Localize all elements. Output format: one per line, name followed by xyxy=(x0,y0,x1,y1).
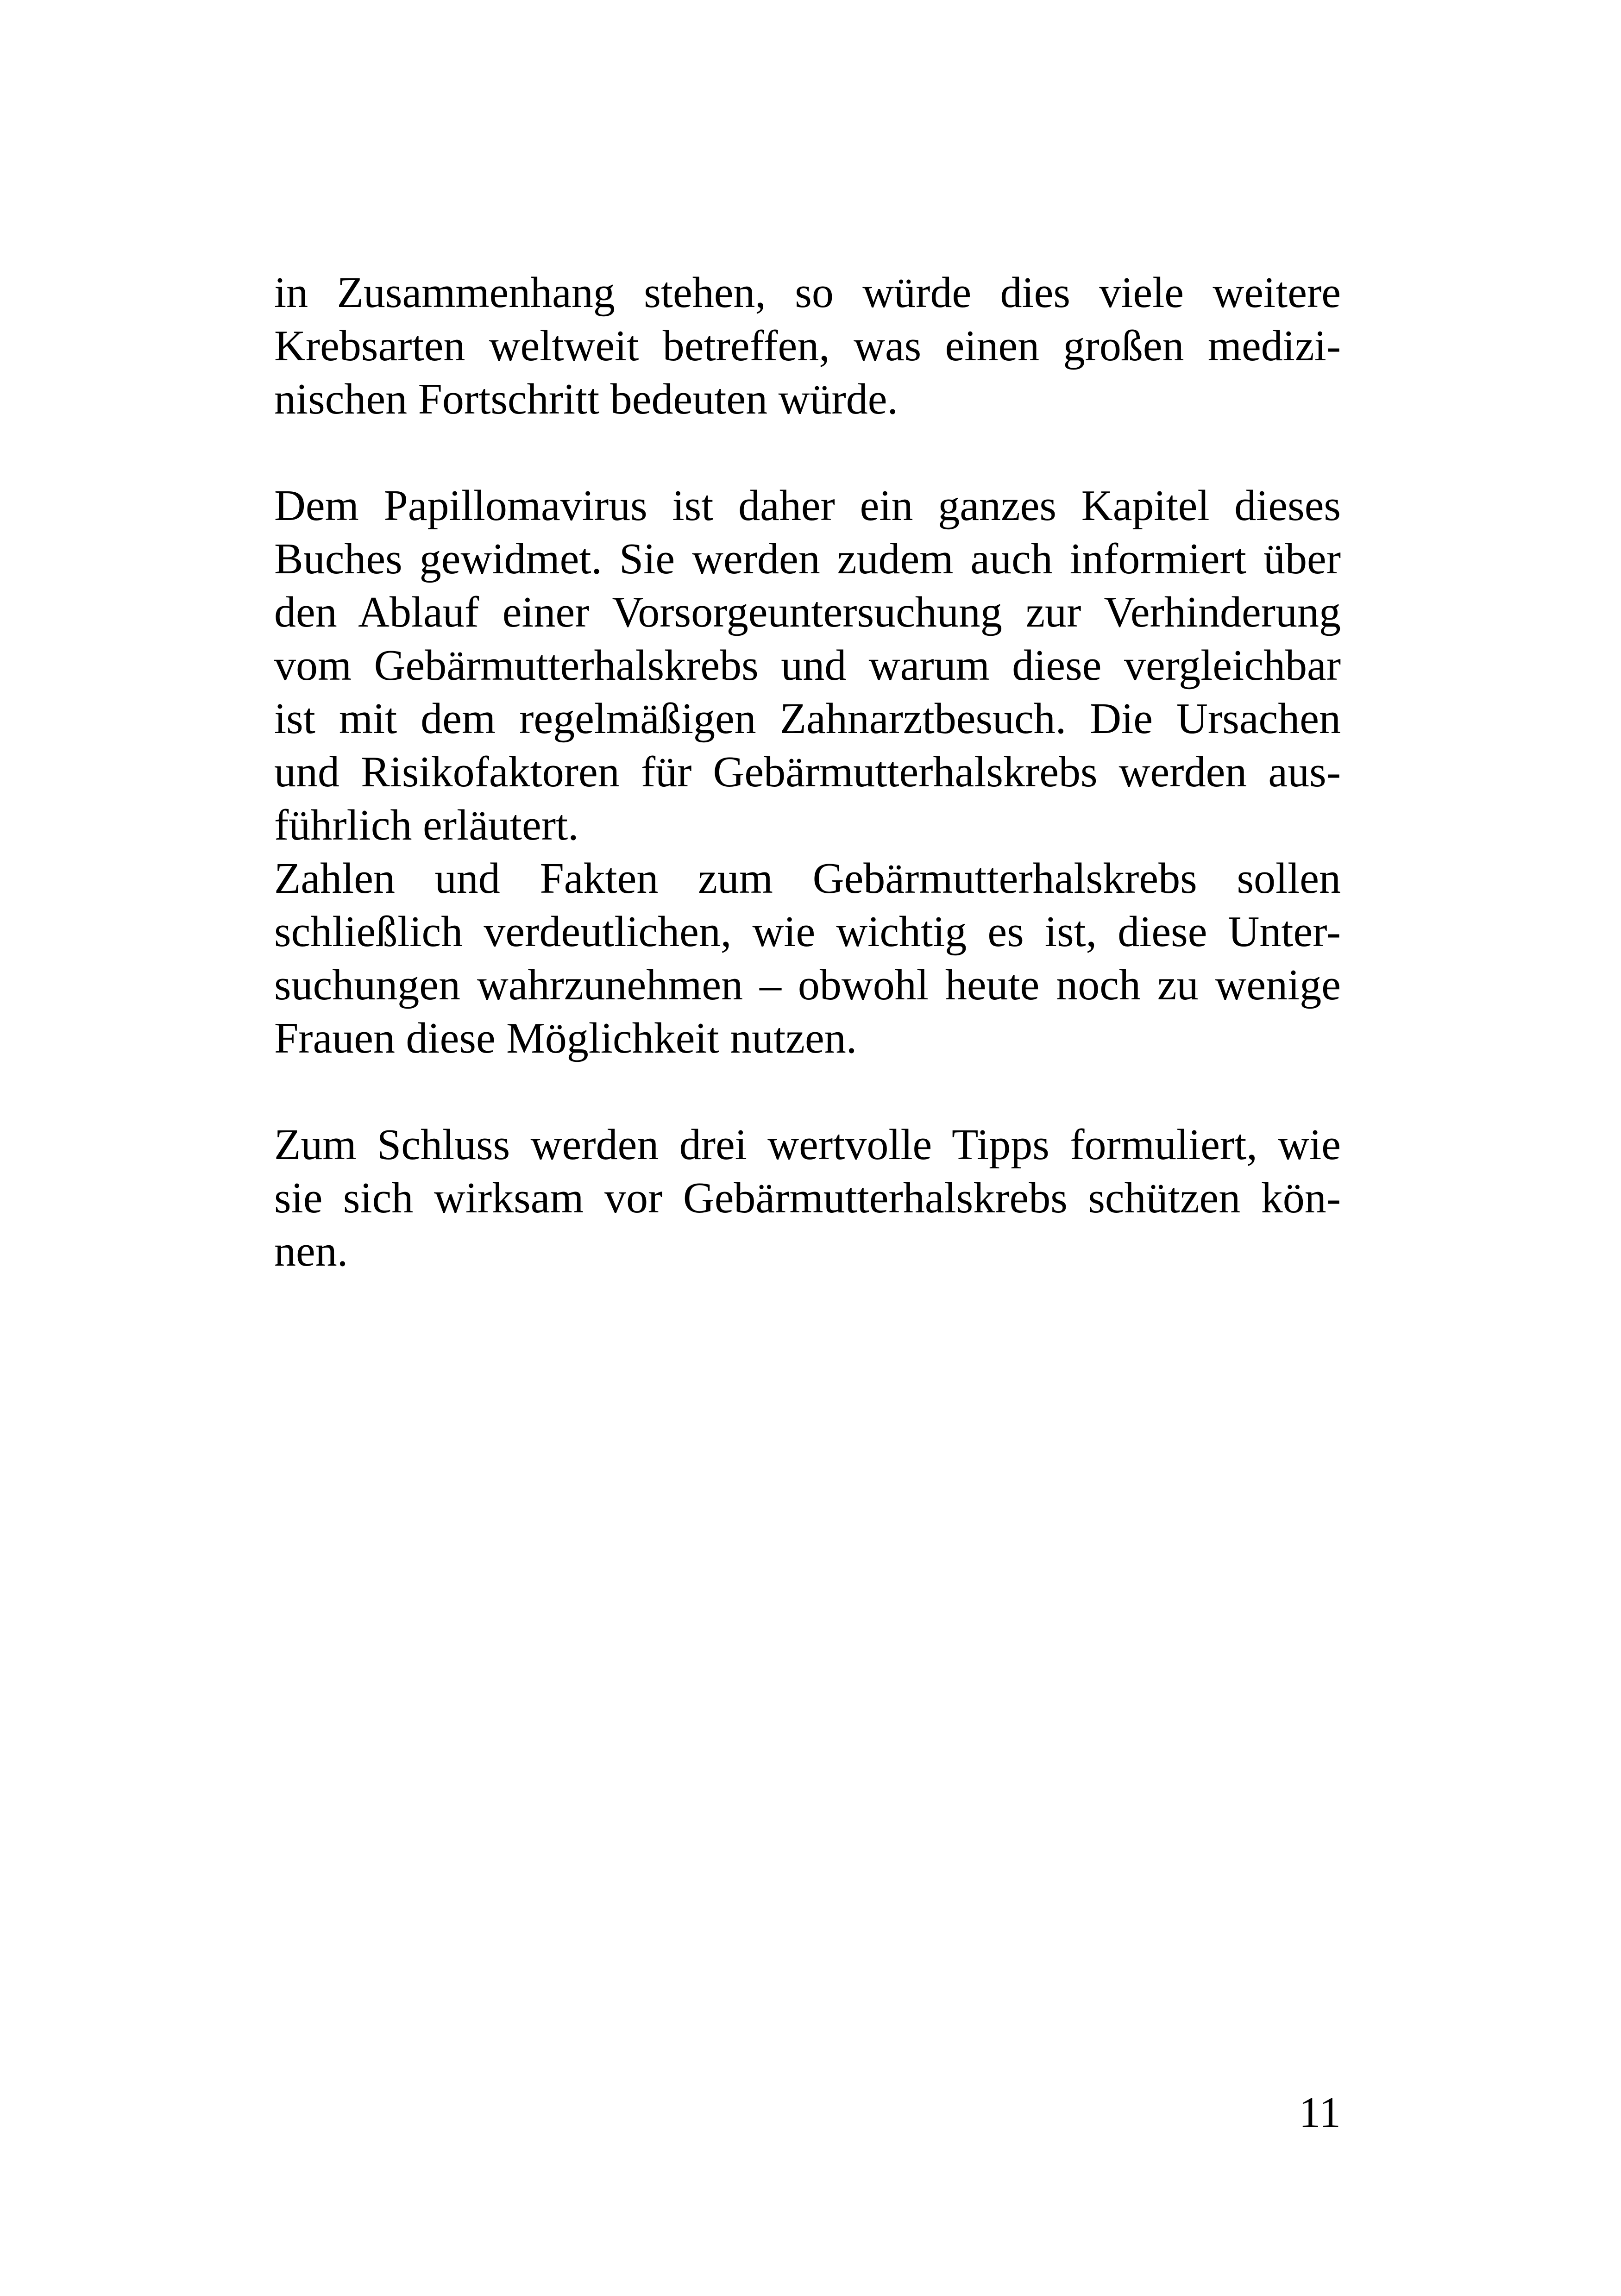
text-line: und Risikofaktoren für Gebärmutterhalskrebs werden aus- xyxy=(274,748,1341,796)
text-line: Krebsarten weltweit betreffen, was einen großen medizi- xyxy=(274,322,1341,370)
text-line: Buches gewidmet. Sie werden zudem auch informiert über xyxy=(274,535,1341,583)
text-line: führlich erläutert. xyxy=(274,801,579,849)
text-line: Dem Papillomavirus ist daher ein ganzes Kapitel dieses xyxy=(274,482,1341,530)
text-line: sie sich wirksam vor Gebärmutterhalskrebs schützen kön- xyxy=(274,1174,1341,1222)
body-text xyxy=(274,266,1341,1278)
paragraph-gap xyxy=(274,1065,1341,1118)
text-line: nischen Fortschritt bedeuten würde. xyxy=(274,375,898,423)
paragraph xyxy=(274,479,1341,1065)
text-line: ist mit dem regelmäßigen Zahnarztbesuch. Die Ursachen xyxy=(274,695,1341,743)
paragraph xyxy=(274,266,1341,426)
text-line: schließlich verdeutlichen, wie wichtig es ist, diese Unter- xyxy=(274,908,1341,956)
text-line: Zahlen und Fakten zum Gebärmutterhalskrebs sollen xyxy=(274,854,1341,903)
text-line: Frauen diese Möglichkeit nutzen. xyxy=(274,1014,857,1062)
page-number: 11 xyxy=(1299,2089,1341,2137)
text-line: den Ablauf einer Vorsorgeuntersuchung zur Verhinderung xyxy=(274,588,1341,636)
paragraph-gap xyxy=(274,426,1341,479)
text-line: Zum Schluss werden drei wertvolle Tipps formuliert, wie xyxy=(274,1121,1341,1169)
text-line: nen. xyxy=(274,1227,348,1275)
text-line: vom Gebärmutterhalskrebs und warum diese vergleichbar xyxy=(274,641,1341,690)
paragraph xyxy=(274,1118,1341,1278)
text-line: suchungen wahrzunehmen – obwohl heute noch zu wenige xyxy=(274,961,1341,1009)
text-line: in Zusammenhang stehen, so würde dies viele weitere xyxy=(274,269,1341,317)
